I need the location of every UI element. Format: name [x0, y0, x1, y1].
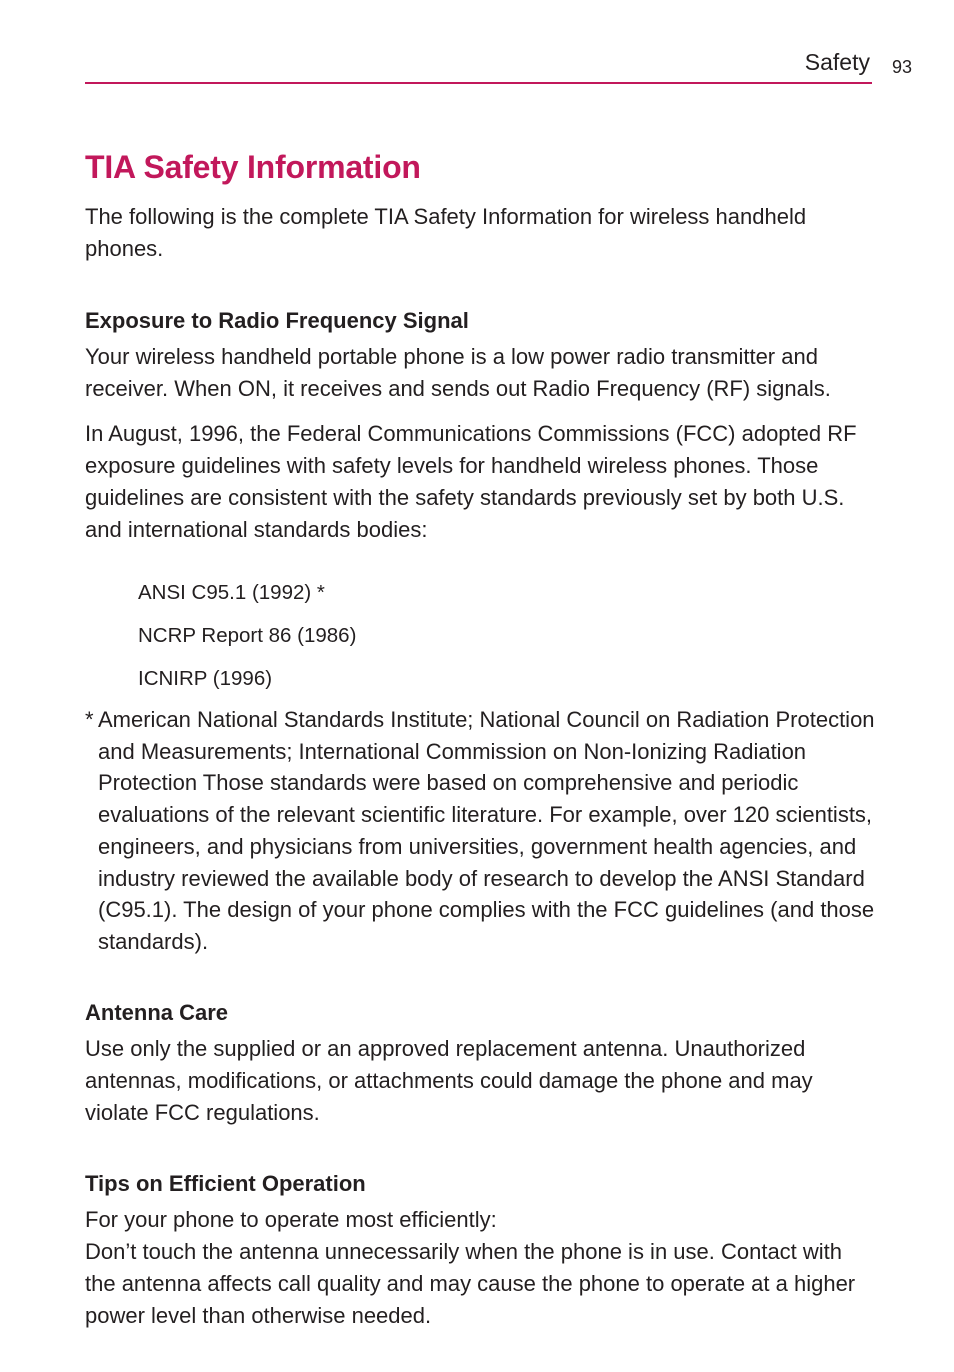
- standard-item-icnirp: ICNIRP (1996): [138, 667, 273, 690]
- rf-exposure-heading: Exposure to Radio Frequency Signal: [85, 308, 469, 333]
- intro-paragraph: The following is the complete TIA Safety Information for wireless handheld phones.: [85, 204, 807, 261]
- tips-paragraph: Don’t touch the antenna unnecessarily when the phone is in use. Contact with the antenna affects call quality and may cause the phone to operate at a higher power level than otherwise needed.: [85, 1238, 856, 1328]
- tips-heading: Tips on Efficient Operation: [85, 1170, 366, 1196]
- footnote-marker: *: [85, 707, 94, 732]
- antenna-care-paragraph: Use only the supplied or an approved replacement antenna. Unauthorized antennas, modifications, or attachments could damage the phone and may violate FCC regulations.: [85, 1035, 813, 1125]
- standards-footnote: [85, 704, 875, 958]
- standard-item-ncrp: NCRP Report 86 (1986): [138, 624, 357, 647]
- rf-paragraph-2: In August, 1996, the Federal Communications Commissions (FCC) adopted RF exposure guidelines with safety levels for handheld wireless phones. Those guidelines are consistent with the safety standards previously set by both U.S. and international standards bodies:: [85, 421, 857, 542]
- rf-paragraph-1: Your wireless handheld portable phone is a low power radio transmitter and receiver. When ON, it receives and sends out Radio Frequency (RF) signals.: [85, 344, 831, 401]
- page-header: [85, 48, 872, 84]
- footnote-text: American National Standards Institute; National Council on Radiation Protection and Measurements; International Commission on Non-Ionizing Radiation Protection Those standards were based on comprehensive and periodic evaluations of the relevant scientific literature. For example, over 120 scientists, engineers, and physicians from universities, government health agencies, and industry reviewed the available body of research to develop the ANSI Standard (C95.1). The design of your phone complies with the FCC guidelines (and those standards).: [98, 707, 875, 954]
- tips-intro-line: For your phone to operate most efficiently:: [85, 1206, 497, 1232]
- standards-list: [138, 571, 875, 700]
- page-number: 93: [892, 57, 913, 77]
- page-title: TIA Safety Information: [85, 149, 421, 185]
- page-content: [85, 145, 875, 1332]
- antenna-care-heading: Antenna Care: [85, 999, 229, 1025]
- header-section-title: Safety: [804, 49, 870, 75]
- standard-item-ansi: ANSI C95.1 (1992) *: [138, 581, 325, 604]
